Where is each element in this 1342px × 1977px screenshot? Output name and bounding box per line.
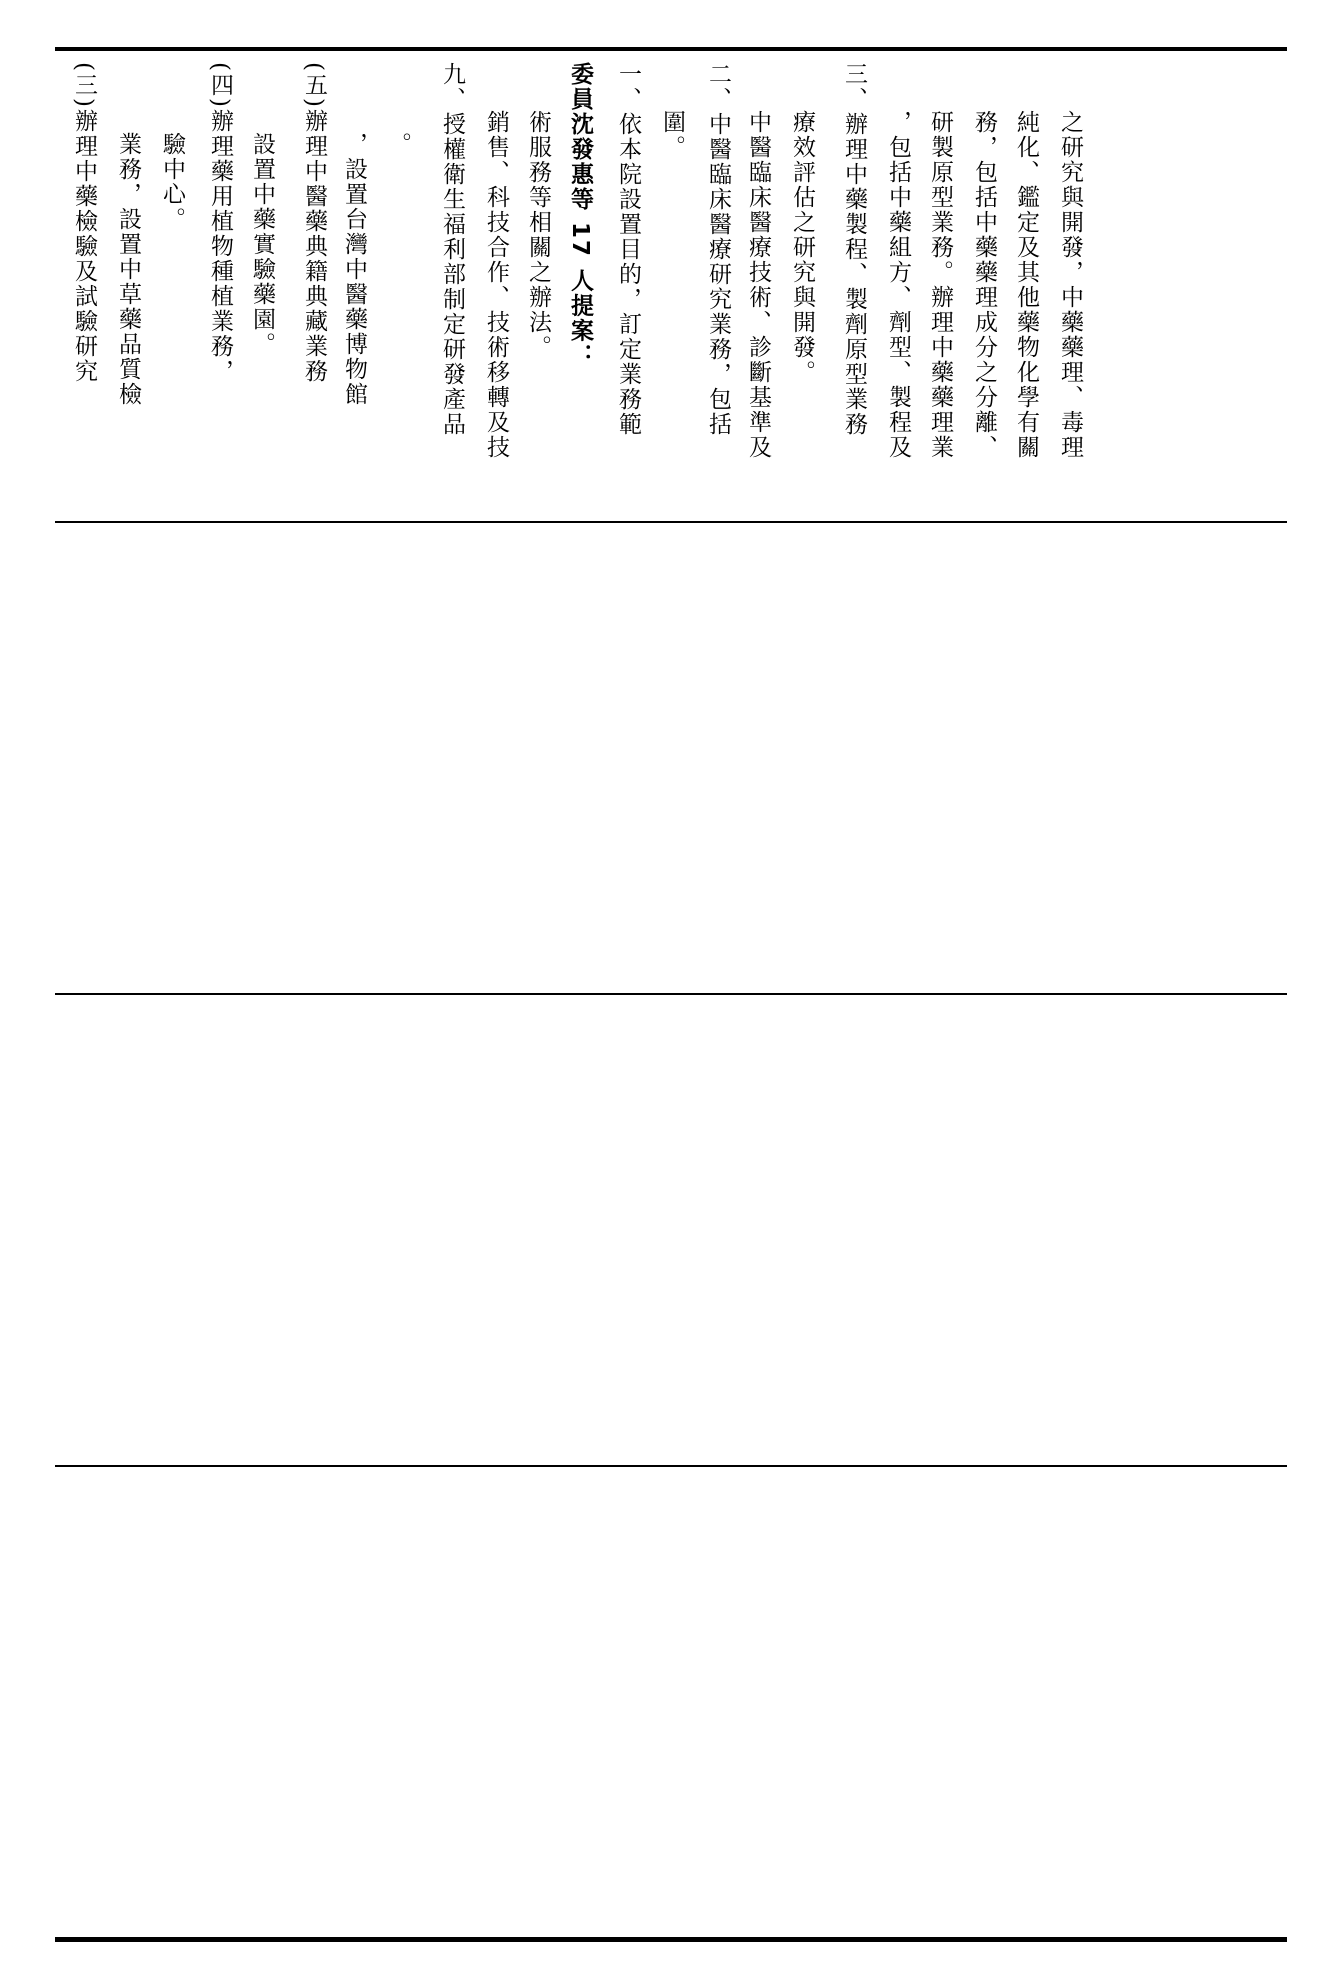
- text-column: 純化、鑑定及其他藥物化學有關: [1013, 110, 1039, 460]
- text-column: 術服務等相關之辦法。: [525, 110, 551, 360]
- text-column: 三、辦理中藥製程、製劑原型業務: [841, 62, 867, 437]
- text-column: 務，包括中藥藥理成分之分離、: [971, 110, 997, 460]
- text-column: 一、依本院設置目的，訂定業務範: [615, 62, 641, 437]
- text-column: ，設置台灣中醫藥博物館: [341, 132, 367, 407]
- rule-row-3: [55, 1465, 1287, 1467]
- text-column: 設置中藥實驗藥園。: [249, 132, 275, 357]
- text-column: (三)辦理中藥檢驗及試驗研究: [71, 62, 97, 384]
- text-column: 二、中醫臨床醫療研究業務，包括: [705, 62, 731, 437]
- rule-top: [55, 47, 1287, 51]
- text-column: 中醫臨床醫療技術、診斷基準及: [745, 110, 771, 460]
- text-column: ，包括中藥組方、劑型、製程及: [885, 110, 911, 460]
- rule-row-2: [55, 993, 1287, 995]
- text-column: 業務，設置中草藥品質檢: [115, 132, 141, 407]
- text-column: 。: [385, 132, 411, 157]
- text-column: 驗中心。: [159, 132, 185, 232]
- text-column: 之研究與開發，中藥藥理、毒理: [1057, 110, 1083, 460]
- text-column: 研製原型業務。辦理中藥藥理業: [927, 110, 953, 460]
- text-column: 圍。: [659, 110, 685, 160]
- text-column: 療效評估之研究與開發。: [789, 110, 815, 385]
- text-column: (五)辦理中醫藥典籍典藏業務: [301, 62, 327, 384]
- text-column: 九、授權衛生福利部制定研發產品: [439, 62, 465, 437]
- rule-row-1: [55, 521, 1287, 523]
- rule-bottom: [55, 1937, 1287, 1942]
- text-column: 委員沈發惠等 17 人提案：: [567, 62, 593, 369]
- text-column: (四)辦理藥用植物種植業務，: [207, 62, 233, 384]
- text-column: 銷售、科技合作、技術移轉及技: [483, 110, 509, 460]
